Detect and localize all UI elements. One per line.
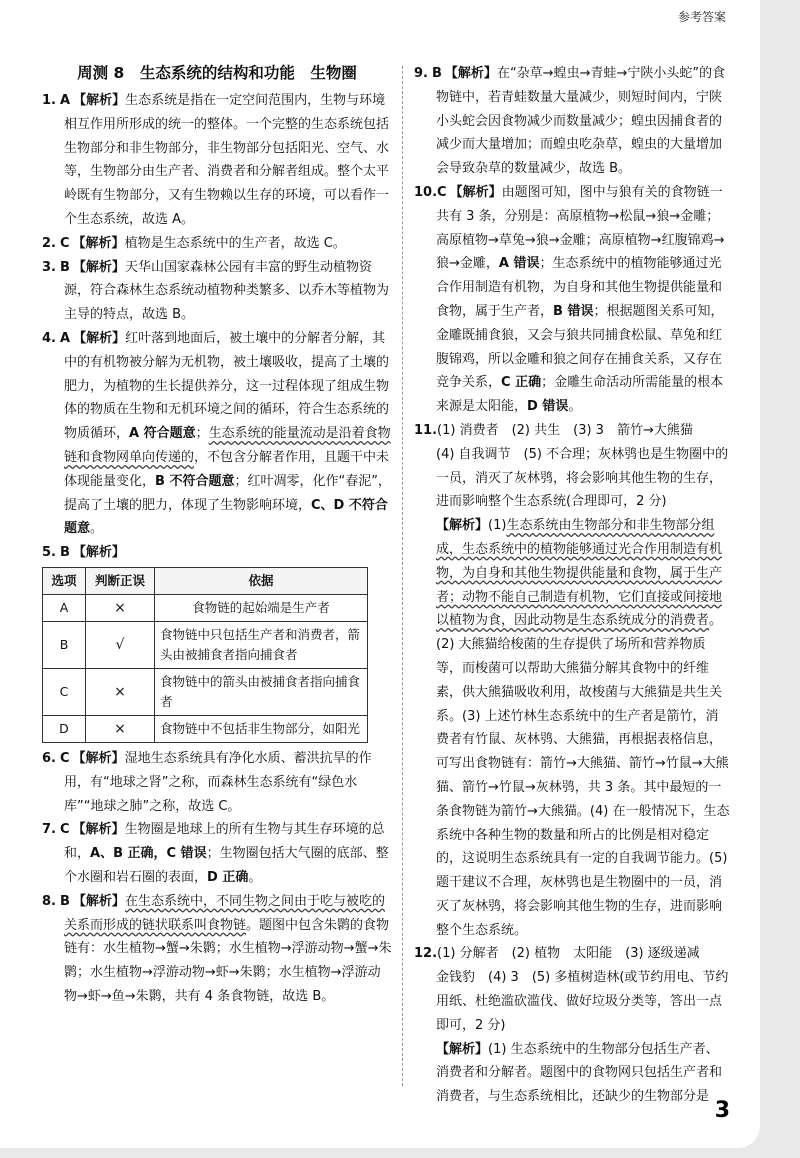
answer-letter: C xyxy=(60,822,70,838)
table-header: 判断正误 xyxy=(86,567,155,594)
analysis-text: 。(2) 大熊猫给梭菌的生存提供了场所和营养物质等，而梭菌可以帮助大熊猫分解其食物中的纤维素，供大熊猫吸收利用，故梭菌与大熊猫是共生关系。(3) 上述竹林生态系统中的生产者是箭竹，消费者有竹鼠、灰林鸮、大熊猫，再根据表格信息，可写出食物链有：箭竹→大熊猫、箭竹→竹鼠→大熊猫、箭竹→竹鼠→灰林鸮，共 3 条。其中最短的一条食物链为箭竹→大熊猫。(4) 在一般情况下，生态系统中各种生物的数量和所占的比例是相对稳定的，这说明生态系统具有一定的自我调节能力。(5) 题干建议不合理，灰林鸮也是生物圈中的一员，消灭了灰林鸮，将会影响其他生物的生存，进而影响整个生态系统。 xyxy=(436,613,730,938)
answer-letter: B xyxy=(432,66,442,81)
analysis-text: ；生物圈包括大气圈的底部、整个水圈和岩石圈的表面， xyxy=(64,846,389,885)
answer-letter: B xyxy=(60,545,70,561)
answer-line: (1) 分解者 (2) 植物 太阳能 (3) 逐级递减 xyxy=(437,946,700,962)
mark-cell: × xyxy=(86,594,155,621)
verdict: B 不符合题意 xyxy=(155,473,235,489)
mark-cell: √ xyxy=(86,621,155,668)
question-number: 10. xyxy=(414,184,438,200)
right-column xyxy=(414,62,730,1109)
question-9 xyxy=(414,62,730,181)
mark-cell: × xyxy=(86,668,155,715)
analysis-tag: 【解析】 xyxy=(449,184,502,200)
page-header: 参考答案 xyxy=(677,10,726,24)
analysis-text: 生态系统是指在一定空间范围内，生物与环境相互作用所形成的统一的整体。一个完整的生态系统包括生物部分和非生物部分，非生物部分包括阳光、空气、水等，生物部分由生产者、消费者和分解者组成。整个太平岭既有生物部分，又有生物赖以生存的环境，可以看作一个生态系统，故选 A。 xyxy=(64,93,390,227)
option-cell: C xyxy=(43,668,86,715)
answer-letter: B xyxy=(60,259,70,275)
question-11 xyxy=(414,419,730,943)
question-12 xyxy=(414,942,730,1109)
table-row xyxy=(43,594,368,621)
page-number: 3 xyxy=(714,1098,730,1123)
answer-letter: A xyxy=(60,93,71,108)
verdict: C、D 不符合题意 xyxy=(64,497,388,537)
verdict: D 错误 xyxy=(527,399,569,415)
table-row xyxy=(43,668,368,715)
analysis-text: 。 xyxy=(90,521,104,537)
analysis-tag: 【解析】 xyxy=(72,545,125,561)
analysis-text: ；红叶凋零，化作“春泥”，提高了土壤的肥力，体现了生物影响环境， xyxy=(64,473,391,513)
key-point: 在生态系统中，不同生物之间由于吃与被吃的关系而形成的链状联系叫食物链 xyxy=(64,893,385,933)
reason-cell: 食物链中只包括生产者和消费者，箭头由被捕食者指向捕食者 xyxy=(155,621,368,668)
question-number: 4. xyxy=(42,330,56,346)
question-4 xyxy=(42,327,392,541)
question-number: 12. xyxy=(414,946,438,962)
question-number: 11. xyxy=(414,422,438,438)
question-number: 9. xyxy=(414,66,428,81)
question-3 xyxy=(42,256,392,327)
question-number: 5. xyxy=(42,545,56,561)
table-row xyxy=(43,621,368,668)
column-divider xyxy=(402,66,403,1086)
analysis-text: ；金雕生命活动所需能量的根本来源是太阳能， xyxy=(436,375,724,415)
key-point: 生态系统的能量流动是沿着食物链和食物网单向传递的 xyxy=(64,426,391,465)
analysis-tag: 【解析】 xyxy=(72,822,125,838)
analysis-text: 在“杂草→蝗虫→青蛙→宁陕小头蛇”的食物链中，若青蛙数量大量减少，则短时间内，宁陕小头蛇会因食物减少而数量减少；蝗虫因捕食者的减少而大量增加；而蝗虫吃杂草，蝗虫的大量增加会导致杂草的数量减少，故选 B。 xyxy=(436,66,726,177)
analysis-text: 。题图中包含朱鹮的食物链有：水生植物→蟹→朱鹮；水生植物→浮游动物→蟹→朱鹮；水生植物→浮游动物→虾→朱鹮；水生植物→浮游动物→虾→鱼→朱鹮，共有 4 条食物链，故选 B。 xyxy=(64,917,392,1004)
analysis-text: 天华山国家森林公园有丰富的野生动植物资源，符合森林生态系统动植物种类繁多、以乔木等植物为主导的特点，故选 B。 xyxy=(64,259,390,323)
question-2 xyxy=(42,232,392,256)
analysis-text: ；生态系统中的植物能够通过光合作用制造有机物，为自身和其他生物提供能量和食物，属于生产者， xyxy=(436,256,723,319)
reason-cell: 食物链的起始端是生产者 xyxy=(155,594,368,621)
reason-cell: 食物链中的箭头由被捕食者指向捕食者 xyxy=(155,668,368,715)
analysis-text: 植物是生态系统中的生产者，故选 C。 xyxy=(124,235,346,251)
analysis-tag: 【解析】 xyxy=(72,750,125,766)
verdict: A、B 正确，C 错误 xyxy=(90,846,207,862)
analysis-text: 。 xyxy=(568,399,582,415)
answer-letter: C xyxy=(60,750,70,766)
analysis-text: ，不包含分解者作用，且题干中未体现能量变化， xyxy=(64,449,390,489)
analysis-tag: 【解析】 xyxy=(72,259,125,275)
question-10 xyxy=(414,181,730,419)
verdict: A 错误 xyxy=(498,256,540,272)
option-cell: D xyxy=(43,715,86,742)
question-number: 6. xyxy=(42,750,56,766)
analysis-tag: 【解析】 xyxy=(73,330,126,346)
analysis-tag: 【解析】 xyxy=(436,518,489,534)
analysis-text: 湿地生态系统具有净化水质、蓄洪抗旱的作用，有“地球之肾”之称，而森林生态系统有“绿色水库”“地球之肺”之称，故选 C。 xyxy=(64,750,372,814)
table-header: 依据 xyxy=(155,567,368,594)
table-header: 选项 xyxy=(43,567,86,594)
answer-line: (1) 消费者 (2) 共生 (3) 3 箭竹→大熊猫 xyxy=(437,422,693,438)
verdict: C 正确 xyxy=(501,375,542,391)
analysis-tag: 【解析】 xyxy=(444,66,497,81)
analysis-text: ； xyxy=(195,426,209,442)
option-cell: B xyxy=(43,621,86,668)
judgement-table xyxy=(42,567,368,743)
verdict: B 错误 xyxy=(553,303,594,319)
answer-letter: B xyxy=(60,893,70,909)
answer-letter: C xyxy=(60,235,70,251)
answer-letter: C xyxy=(437,184,447,200)
analysis-paragraph xyxy=(436,1038,730,1109)
question-number: 2. xyxy=(42,235,56,251)
verdict: D 正确 xyxy=(207,869,249,885)
analysis-text: 由题图可知，图中与狼有关的食物链一共有 3 条，分别是：高原植物→松鼠→狼→金雕；高原植物→草兔→狼→金雕；高原植物→红腹锦鸡→狼→金雕， xyxy=(436,184,725,272)
answer-line: (4) 自我调节 (5) 不合理；灰林鸮也是生物圈中的一员，消灭了灰林鸮，将会影响其他生物的生存，进而影响整个生态系统(合理即可，2 分) xyxy=(436,446,729,510)
analysis-paragraph xyxy=(436,514,730,942)
analysis-text: 。 xyxy=(248,869,262,885)
left-column xyxy=(42,62,392,1009)
table-row xyxy=(43,715,368,742)
question-number: 7. xyxy=(42,822,56,838)
analysis-text: 红叶落到地面后，被土壤中的分解者分解，其中的有机物被分解为无机物，被土壤吸收，提高了土壤的肥力，为植物的生长提供养分，这一过程体现了组成生物体的物质在生物和无机环境之间的循环，符合生态系统的物质循环， xyxy=(64,330,390,442)
question-1 xyxy=(42,89,392,232)
analysis-tag: 【解析】 xyxy=(73,93,126,108)
question-5 xyxy=(42,541,392,743)
analysis-text: (1) xyxy=(488,518,507,534)
section-title: 周测 8 生态系统的结构和功能 生物圈 xyxy=(77,64,357,82)
analysis-text: (1) 生态系统中的生物部分包括生产者、消费者和分解者。题图中的食物网只包括生产者和消费者，与生态系统相比，还缺少的生物部分是 xyxy=(436,1041,723,1105)
question-8 xyxy=(42,890,392,1009)
question-number: 1. xyxy=(42,93,56,108)
mark-cell: × xyxy=(86,715,155,742)
analysis-text: ；根据题图关系可知，金雕既捕食狼，又会与狼共同捕食松鼠、草兔和红腹锦鸡，所以金雕和狼之间存在捕食关系，又存在竞争关系， xyxy=(436,303,724,391)
reason-cell: 食物链中不包括非生物部分，如阳光 xyxy=(155,715,368,742)
analysis-tag: 【解析】 xyxy=(436,1041,489,1057)
question-number: 8. xyxy=(42,893,56,909)
question-6 xyxy=(42,747,392,818)
option-cell: A xyxy=(43,594,86,621)
question-7 xyxy=(42,818,392,889)
question-number: 3. xyxy=(42,259,56,275)
table-header-row xyxy=(43,567,368,594)
analysis-tag: 【解析】 xyxy=(72,893,125,909)
verdict: A 符合题意 xyxy=(129,426,196,442)
answer-letter: A xyxy=(60,330,71,346)
key-point: 生态系统由生物部分和非生物部分组成，生态系统中的植物能够通过光合作用制造有机物，为自身和其他生物提供能量和食物，属于生产者；动物不能自己制造有机物，它们直接或间接地以植物为食，因此动物是生态系统成分的消费者 xyxy=(436,518,723,629)
answer-line: 金钱豹 (4) 3 (5) 多植树造林(或节约用电、节约用纸、杜绝滥砍滥伐、做好垃圾分类等，答出一点即可，2 分) xyxy=(436,970,729,1033)
analysis-text: 生物圈是地球上的所有生物与其生存环境的总和， xyxy=(64,822,385,862)
analysis-tag: 【解析】 xyxy=(72,235,125,251)
